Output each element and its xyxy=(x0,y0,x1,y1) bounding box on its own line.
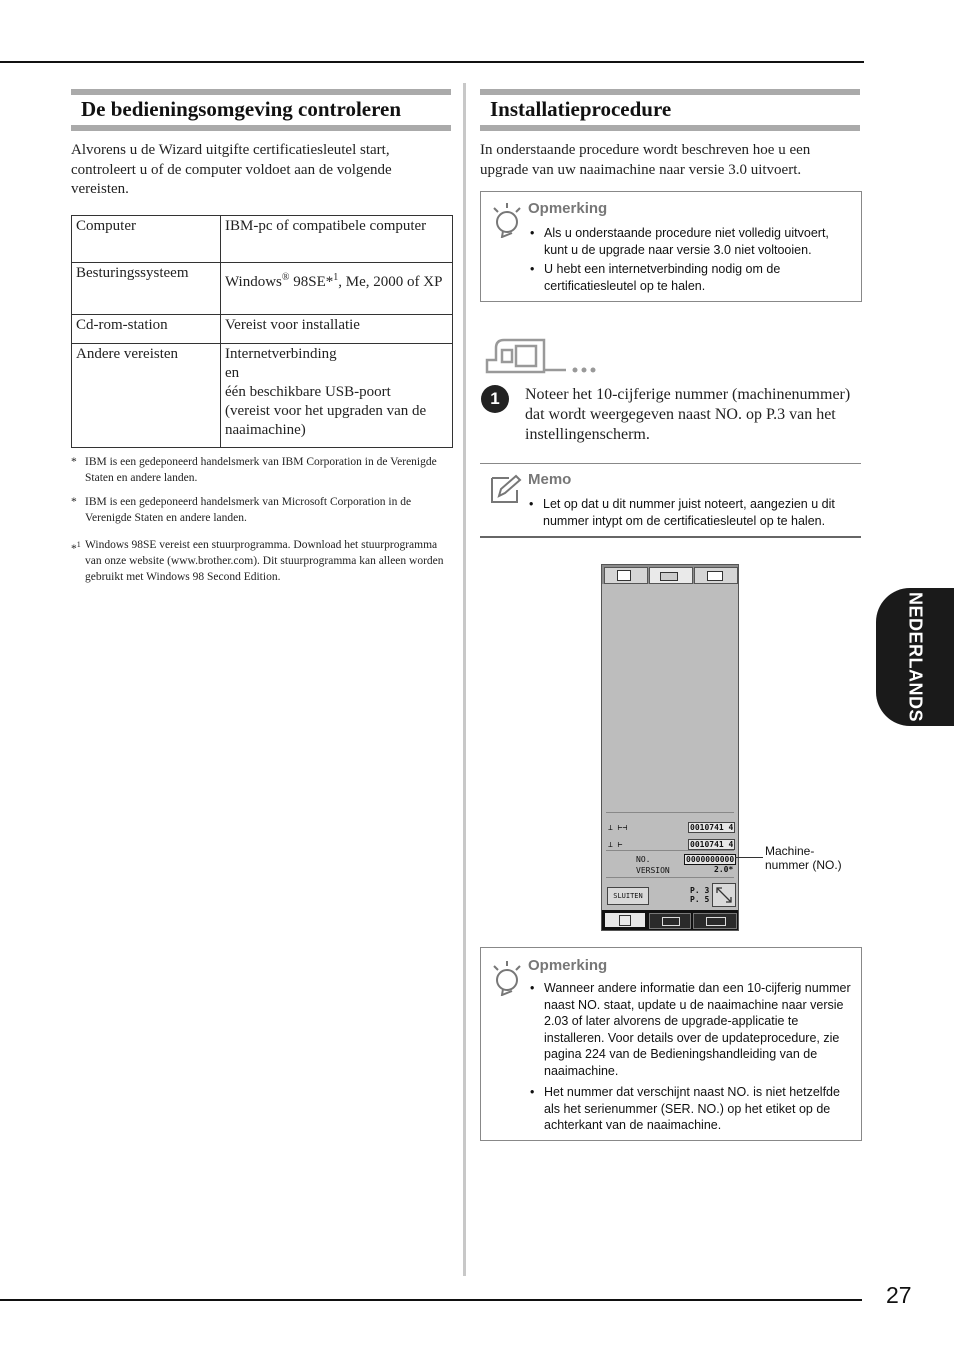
table-cell-label: Besturingssysteem xyxy=(72,263,221,315)
machine-number-value: 0000000000 xyxy=(686,855,735,864)
table-row xyxy=(72,315,453,344)
diagonal-arrows-icon xyxy=(713,884,735,906)
table-row xyxy=(72,344,453,448)
memo-item xyxy=(529,496,855,530)
note-item xyxy=(530,225,856,259)
screen-divider xyxy=(606,877,734,878)
requirement-line: Internetverbinding xyxy=(225,346,337,362)
table-row xyxy=(72,216,453,263)
footnote xyxy=(71,454,451,488)
language-label: NEDERLANDS xyxy=(905,591,926,723)
callout-line-1: Machine- xyxy=(765,844,815,858)
top-rule xyxy=(0,61,864,63)
table-cell-value xyxy=(221,263,453,315)
close-button[interactable]: SLUITEN xyxy=(607,887,649,905)
callout-label xyxy=(765,844,842,872)
bullet: • xyxy=(530,1085,535,1099)
section-heading-environment xyxy=(71,89,451,131)
machine-screen xyxy=(601,564,739,931)
requirement-line: één beschikbare USB-poort xyxy=(225,384,391,400)
note-item-text: U hebt een internetverbinding nodig om de certificatiesleutel op te halen. xyxy=(544,262,781,293)
footnote xyxy=(71,537,451,601)
table-cell-value xyxy=(221,344,453,448)
counter-value-2: 0010741 4 xyxy=(690,840,734,849)
lightbulb-icon xyxy=(491,960,525,996)
version-value: 2.0* xyxy=(714,865,734,874)
footnote xyxy=(71,494,451,528)
bullet: • xyxy=(530,262,535,276)
requirement-line: en xyxy=(225,365,240,381)
requirements-table xyxy=(71,215,453,448)
bottom-rule xyxy=(0,1299,862,1301)
sewing-machine-icon xyxy=(482,336,600,376)
footnote-mark: * xyxy=(71,456,77,468)
note-title: Opmerking xyxy=(528,200,608,217)
counter-value-1: 0010741 4 xyxy=(690,823,734,832)
install-intro: In onderstaande procedure wordt beschreven hoe u een upgrade van uw naaimachine naar versie 3.0 uitvoert. xyxy=(480,142,811,178)
memo-title: Memo xyxy=(528,471,572,488)
step-number: 1 xyxy=(481,385,509,413)
table-cell-label: Computer xyxy=(72,216,221,263)
page-arrow-button[interactable] xyxy=(712,883,736,907)
footnote-text: Windows 98SE vereist een stuurprogramma. Download het stuurprogramma van onze website (www.brother.com). Dit stuurprogramma kan alleen worden gebruikt met Windows 98 Second Edition. xyxy=(85,539,444,583)
memo-icon xyxy=(489,474,523,506)
bullet: • xyxy=(530,226,535,240)
footnote-mark: *$^1$ xyxy=(71,540,81,555)
table-cell-value: Vereist voor installatie xyxy=(221,315,453,344)
note-title: Opmerking xyxy=(528,957,608,974)
page-number: 27 xyxy=(886,1282,912,1308)
stitch-counter-icon: ⊥ ⊢⊣ xyxy=(608,823,628,832)
table-cell-label: Cd-rom-station xyxy=(72,315,221,344)
page-current: P. 3 xyxy=(690,886,710,895)
bullet: • xyxy=(529,497,534,511)
callout-line xyxy=(735,857,763,858)
tab-utility-icon xyxy=(604,567,648,584)
table-cell-value: IBM-pc of compatibele computer xyxy=(221,216,453,263)
note-item xyxy=(530,1084,856,1136)
section-title: De bedieningsomgeving controleren xyxy=(81,97,402,121)
memo-item-text: Let op dat u dit nummer juist noteert, aangezien u dit nummer intypt om de certificatiesleutel op te halen. xyxy=(543,497,835,528)
note-item-text: Als u onderstaande procedure niet volledig uitvoert, kunt u de upgrade naar versie 3.0 niet voltooien. xyxy=(544,226,829,257)
note-box-version xyxy=(480,947,862,1141)
bullet: • xyxy=(530,981,535,995)
callout-line-2: nummer (NO.) xyxy=(765,858,842,872)
bottom-tab-settings[interactable] xyxy=(605,913,645,927)
screen-divider xyxy=(606,812,734,813)
tab-settings-icon xyxy=(694,567,738,584)
note-item-text: Wanneer andere informatie dan een 10-cijferig nummer naast NO. staat, update u de naaimachine naar versie 2.03 of later alvorens de upgrade-applicatie te installeren. Voor details over de updateprocedure, zie pagina 224 van de Bedieningshandleiding van de naaimachine. xyxy=(544,981,851,1078)
bottom-tab-help[interactable] xyxy=(649,913,691,929)
screen-divider xyxy=(606,850,734,851)
memo-top-rule xyxy=(480,463,861,464)
os-rest: , Me, 2000 of XP xyxy=(338,274,443,290)
intro-paragraph: Alvorens u de Wizard uitgifte certificatiesleutel start, controleert u of de computer voldoet aan de volgende vereisten. xyxy=(71,142,392,197)
note-item xyxy=(530,261,856,295)
footnote-text: IBM is een gedeponeerd handelsmerk van IBM Corporation in de Verenigde Staten en andere landen. xyxy=(85,456,437,484)
step-text: Noteer het 10-cijferige nummer (machinenummer) dat wordt weergegeven naast NO. op P.3 van het instellingenscherm. xyxy=(525,386,851,443)
section-title: Installatieprocedure xyxy=(490,97,672,121)
language-side-tab xyxy=(876,588,954,726)
version-label: VERSION xyxy=(636,866,670,875)
bottom-tab-machine[interactable] xyxy=(693,913,737,929)
footnote-text: IBM is een gedeponeerd handelsmerk van Microsoft Corporation in de Verenigde Staten en andere landen. xyxy=(85,496,412,524)
registered-mark: ® xyxy=(281,272,290,283)
table-cell-label: Andere vereisten xyxy=(72,344,221,448)
note-box-warning xyxy=(480,191,862,302)
table-row xyxy=(72,263,453,315)
lightbulb-icon xyxy=(491,202,525,238)
tab-embroidery-icon xyxy=(649,567,693,584)
os-windows: Windows xyxy=(225,274,282,290)
footnote-mark: * xyxy=(71,496,77,508)
section-heading-installation xyxy=(480,89,860,131)
footnote-ref: 1 xyxy=(333,272,339,283)
page-total: P. 5 xyxy=(690,895,710,904)
no-label: NO. xyxy=(636,855,651,864)
column-divider xyxy=(463,83,466,1276)
requirement-line: (vereist voor het upgraden van de naaimachine) xyxy=(225,403,427,438)
stitch-counter-icon: ⊥ ⊢ xyxy=(608,840,623,849)
note-item-text: Het nummer dat verschijnt naast NO. is niet hetzelfde als het serienummer (SER. NO.) op het etiket op de achterkant van de naaimachine. xyxy=(544,1085,840,1132)
memo-bottom-rule xyxy=(480,536,861,538)
note-item xyxy=(530,980,856,1080)
os-98se: 98SE* xyxy=(289,274,334,290)
